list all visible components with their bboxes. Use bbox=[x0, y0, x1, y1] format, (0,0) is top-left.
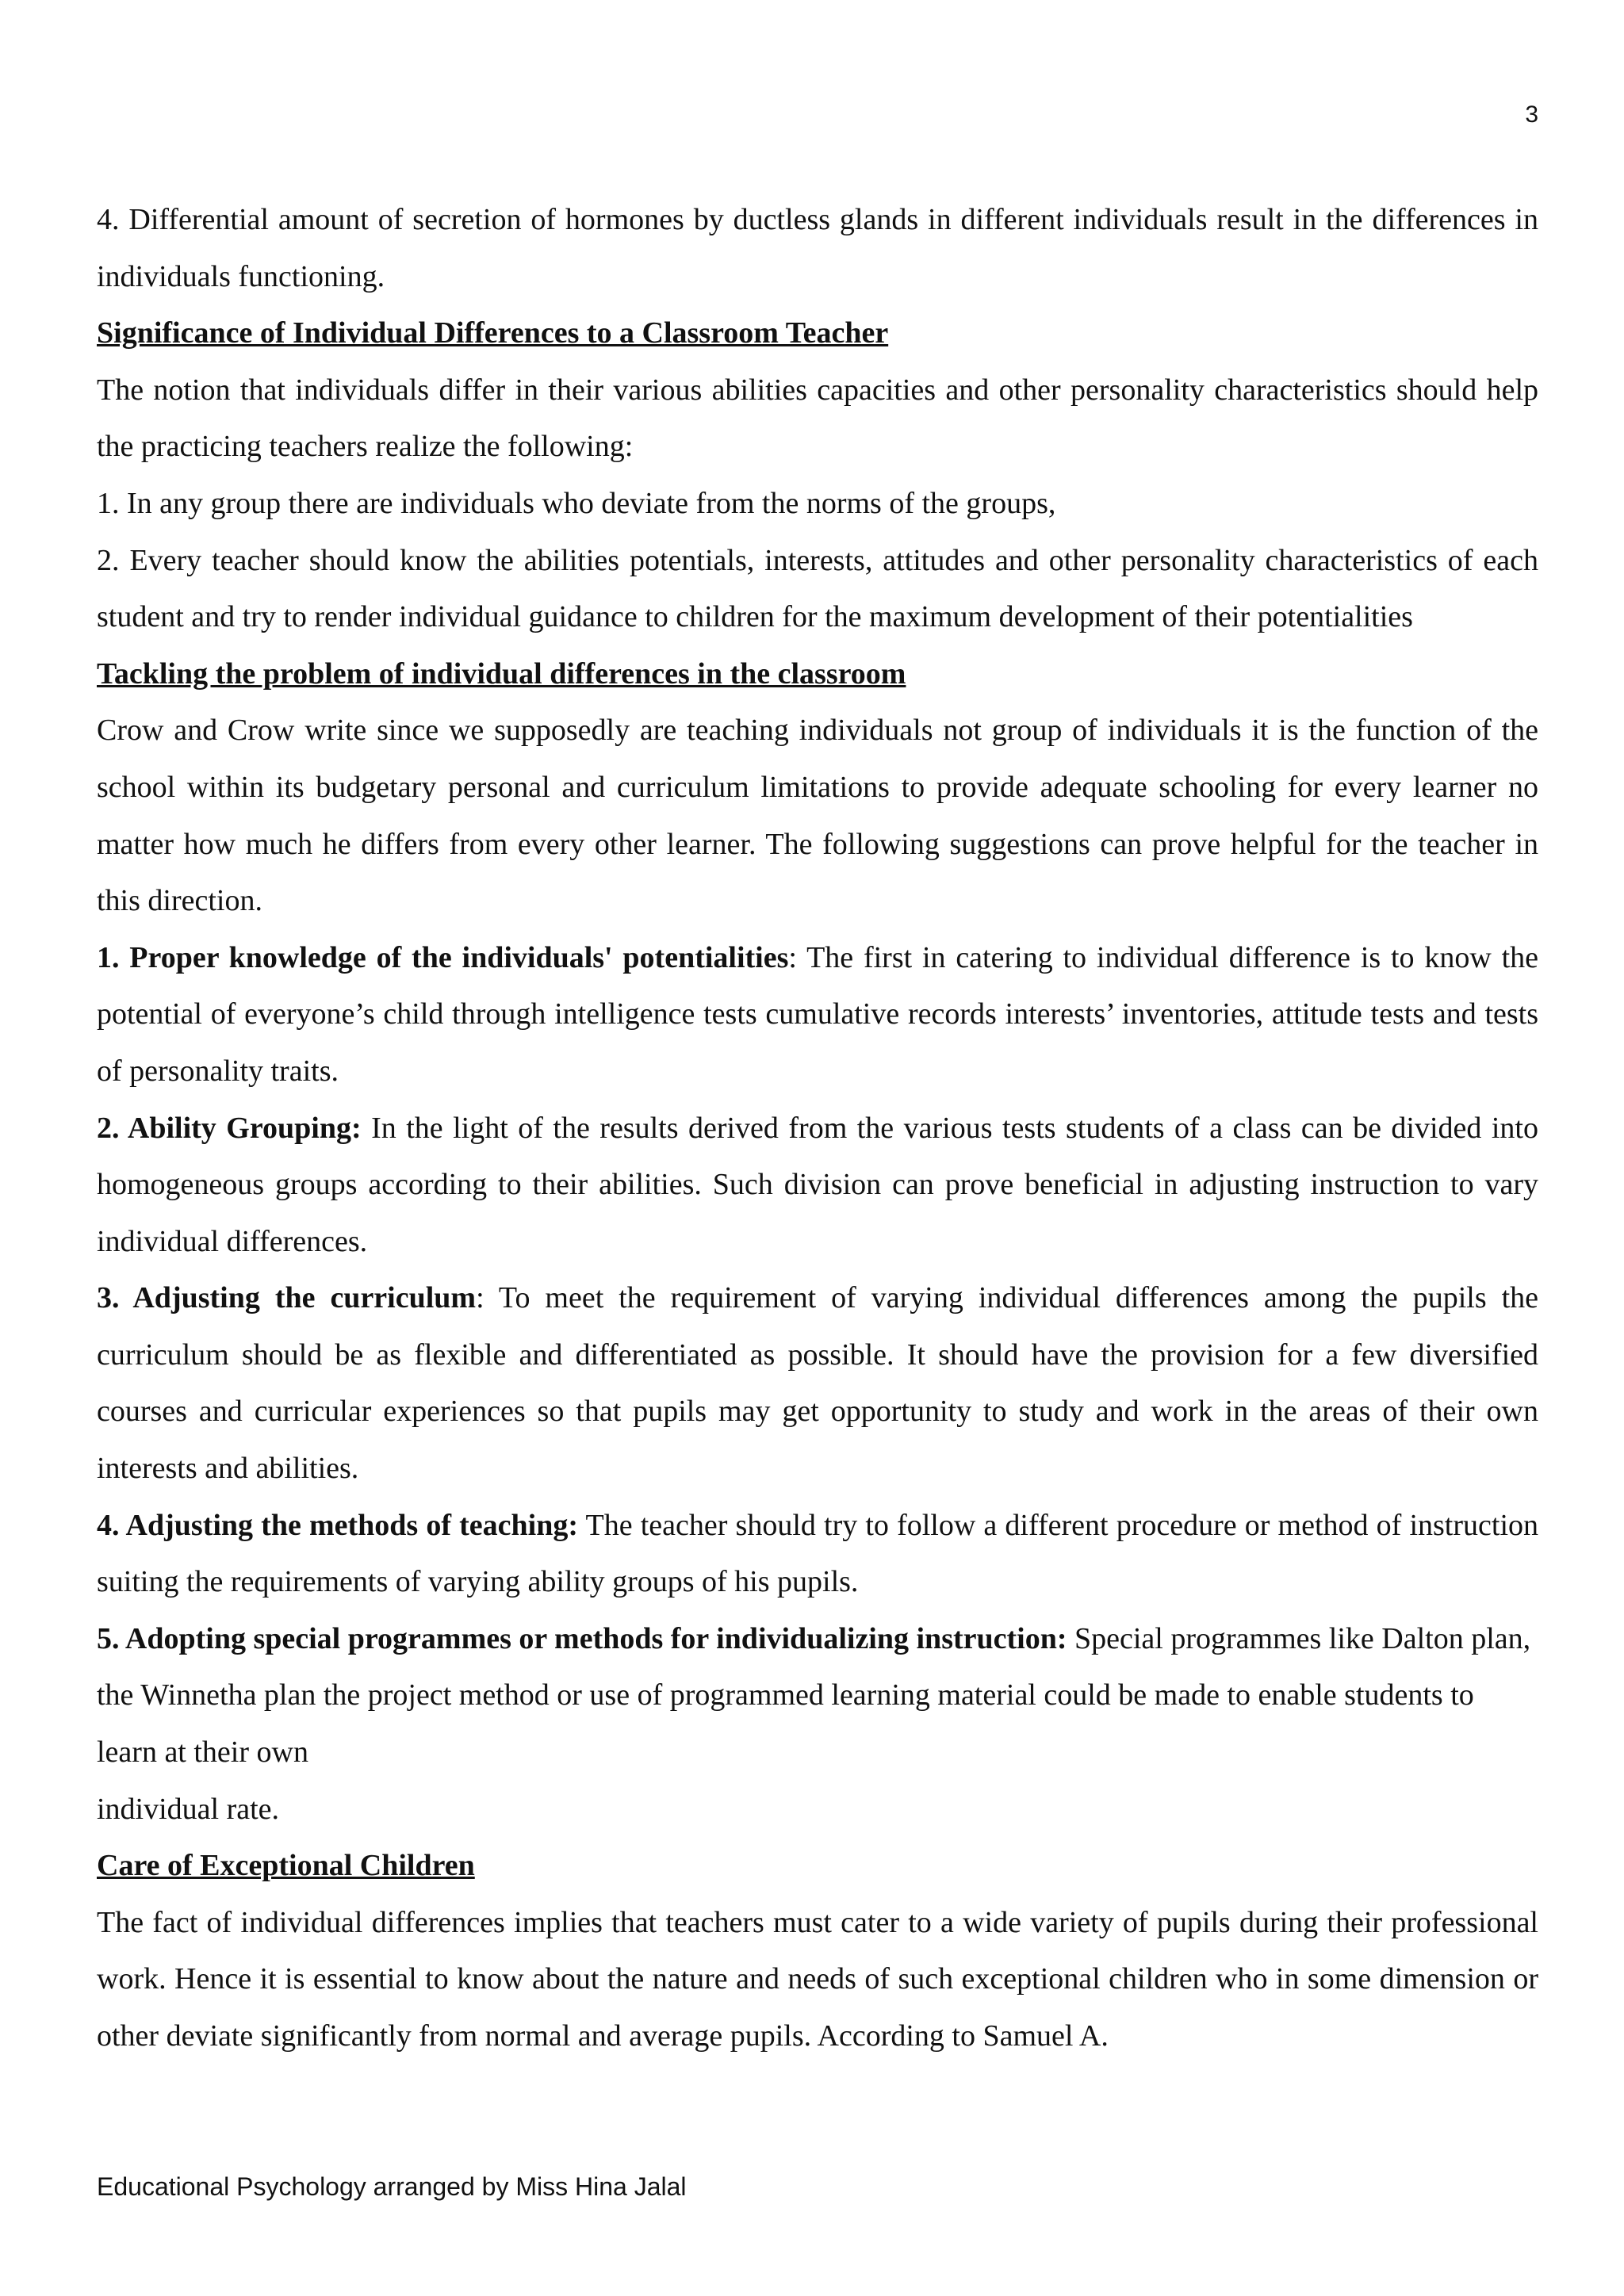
paragraph-hormones: 4. Differential amount of secretion of hormones by ductless glands in different individuals result in the differences in individuals functioning. bbox=[97, 203, 1538, 293]
suggestion-text: In the light of the results derived from the various tests students of a class can be divided into homogeneous groups according to their abilities. Such division can prove beneficial in adjusting instruction to vary individual differences. bbox=[97, 1111, 1538, 1258]
suggestion-title: 2. Ability Grouping: bbox=[97, 1111, 362, 1145]
page-footer: Educational Psychology arranged by Miss Hina Jalal bbox=[97, 2172, 687, 2201]
suggestion-text: Special programmes like Dalton plan, the Winnetha plan the project method or use of programmed learning material could be made to enable students to learn at their own bbox=[97, 1621, 1531, 1770]
list-item-teacher-knowledge: 2. Every teacher should know the abilities potentials, interests, attitudes and other personality characteristics of each student and try to render individual guidance to children for the maximum development of their potentialities bbox=[97, 543, 1538, 634]
paragraph-individual-rate: individual rate. bbox=[97, 1792, 280, 1826]
list-item-group-norms: 1. In any group there are individuals who deviate from the norms of the groups, bbox=[97, 486, 1056, 520]
paragraph-crow-and-crow: Crow and Crow write since we supposedly are teaching individuals not group of individuals it is the function of the school within its budgetary personal and curriculum limitations to provide adequate schooling for every learner no matter how much he differs from every other learner. The following suggestions can prove helpful for the teacher in this direction. bbox=[97, 714, 1538, 918]
heading-exceptional-children: Care of Exceptional Children bbox=[97, 1849, 475, 1883]
paragraph-exceptional-children: The fact of individual differences implies that teachers must cater to a wide variety of pupils during their professional work. Hence it is essential to know about the nature and needs of such exceptional children who in some dimension or other deviate significantly from normal and average pupils. According to Samuel A. bbox=[97, 1905, 1538, 2053]
suggestion-title: 4. Adjusting the methods of teaching: bbox=[97, 1508, 579, 1542]
suggestion-text: : To meet the requirement of varying individual differences among the pupils the curriculum should be as flexible and differentiated as possible. It should have the provision for a few diversified courses and curricular experiences so that pupils may get opportunity to study and work in the areas of their own interests and abilities. bbox=[97, 1281, 1538, 1486]
suggestion-ability-grouping bbox=[97, 1100, 1538, 1271]
suggestion-proper-knowledge bbox=[97, 930, 1538, 1100]
suggestion-special-programmes bbox=[97, 1611, 1538, 1781]
page-body bbox=[97, 192, 1538, 2065]
suggestion-title: 5. Adopting special programmes or methods for individualizing instruction: bbox=[97, 1621, 1067, 1655]
suggestion-adjusting-methods bbox=[97, 1498, 1538, 1611]
heading-tackling: Tackling the problem of individual differences in the classroom bbox=[97, 656, 906, 691]
paragraph-notion: The notion that individuals differ in their various abilities capacities and other personality characteristics should help the practicing teachers realize the following: bbox=[97, 373, 1538, 464]
suggestion-title: 1. Proper knowledge of the individuals' potentialities bbox=[97, 940, 789, 974]
suggestion-adjusting-curriculum bbox=[97, 1270, 1538, 1497]
suggestion-title: 3. Adjusting the curriculum bbox=[97, 1281, 477, 1315]
page-number: 3 bbox=[1525, 101, 1538, 128]
suggestion-text: : The first in catering to individual difference is to know the potential of everyone’s child through intelligence tests cumulative records interests’ inventories, attitude tests and tests of personality traits. bbox=[97, 940, 1539, 1088]
heading-significance: Significance of Individual Differences to a Classroom Teacher bbox=[97, 316, 889, 350]
suggestion-text: The teacher should try to follow a different procedure or method of instruction suiting the requirements of varying ability groups of his pupils. bbox=[97, 1508, 1539, 1599]
